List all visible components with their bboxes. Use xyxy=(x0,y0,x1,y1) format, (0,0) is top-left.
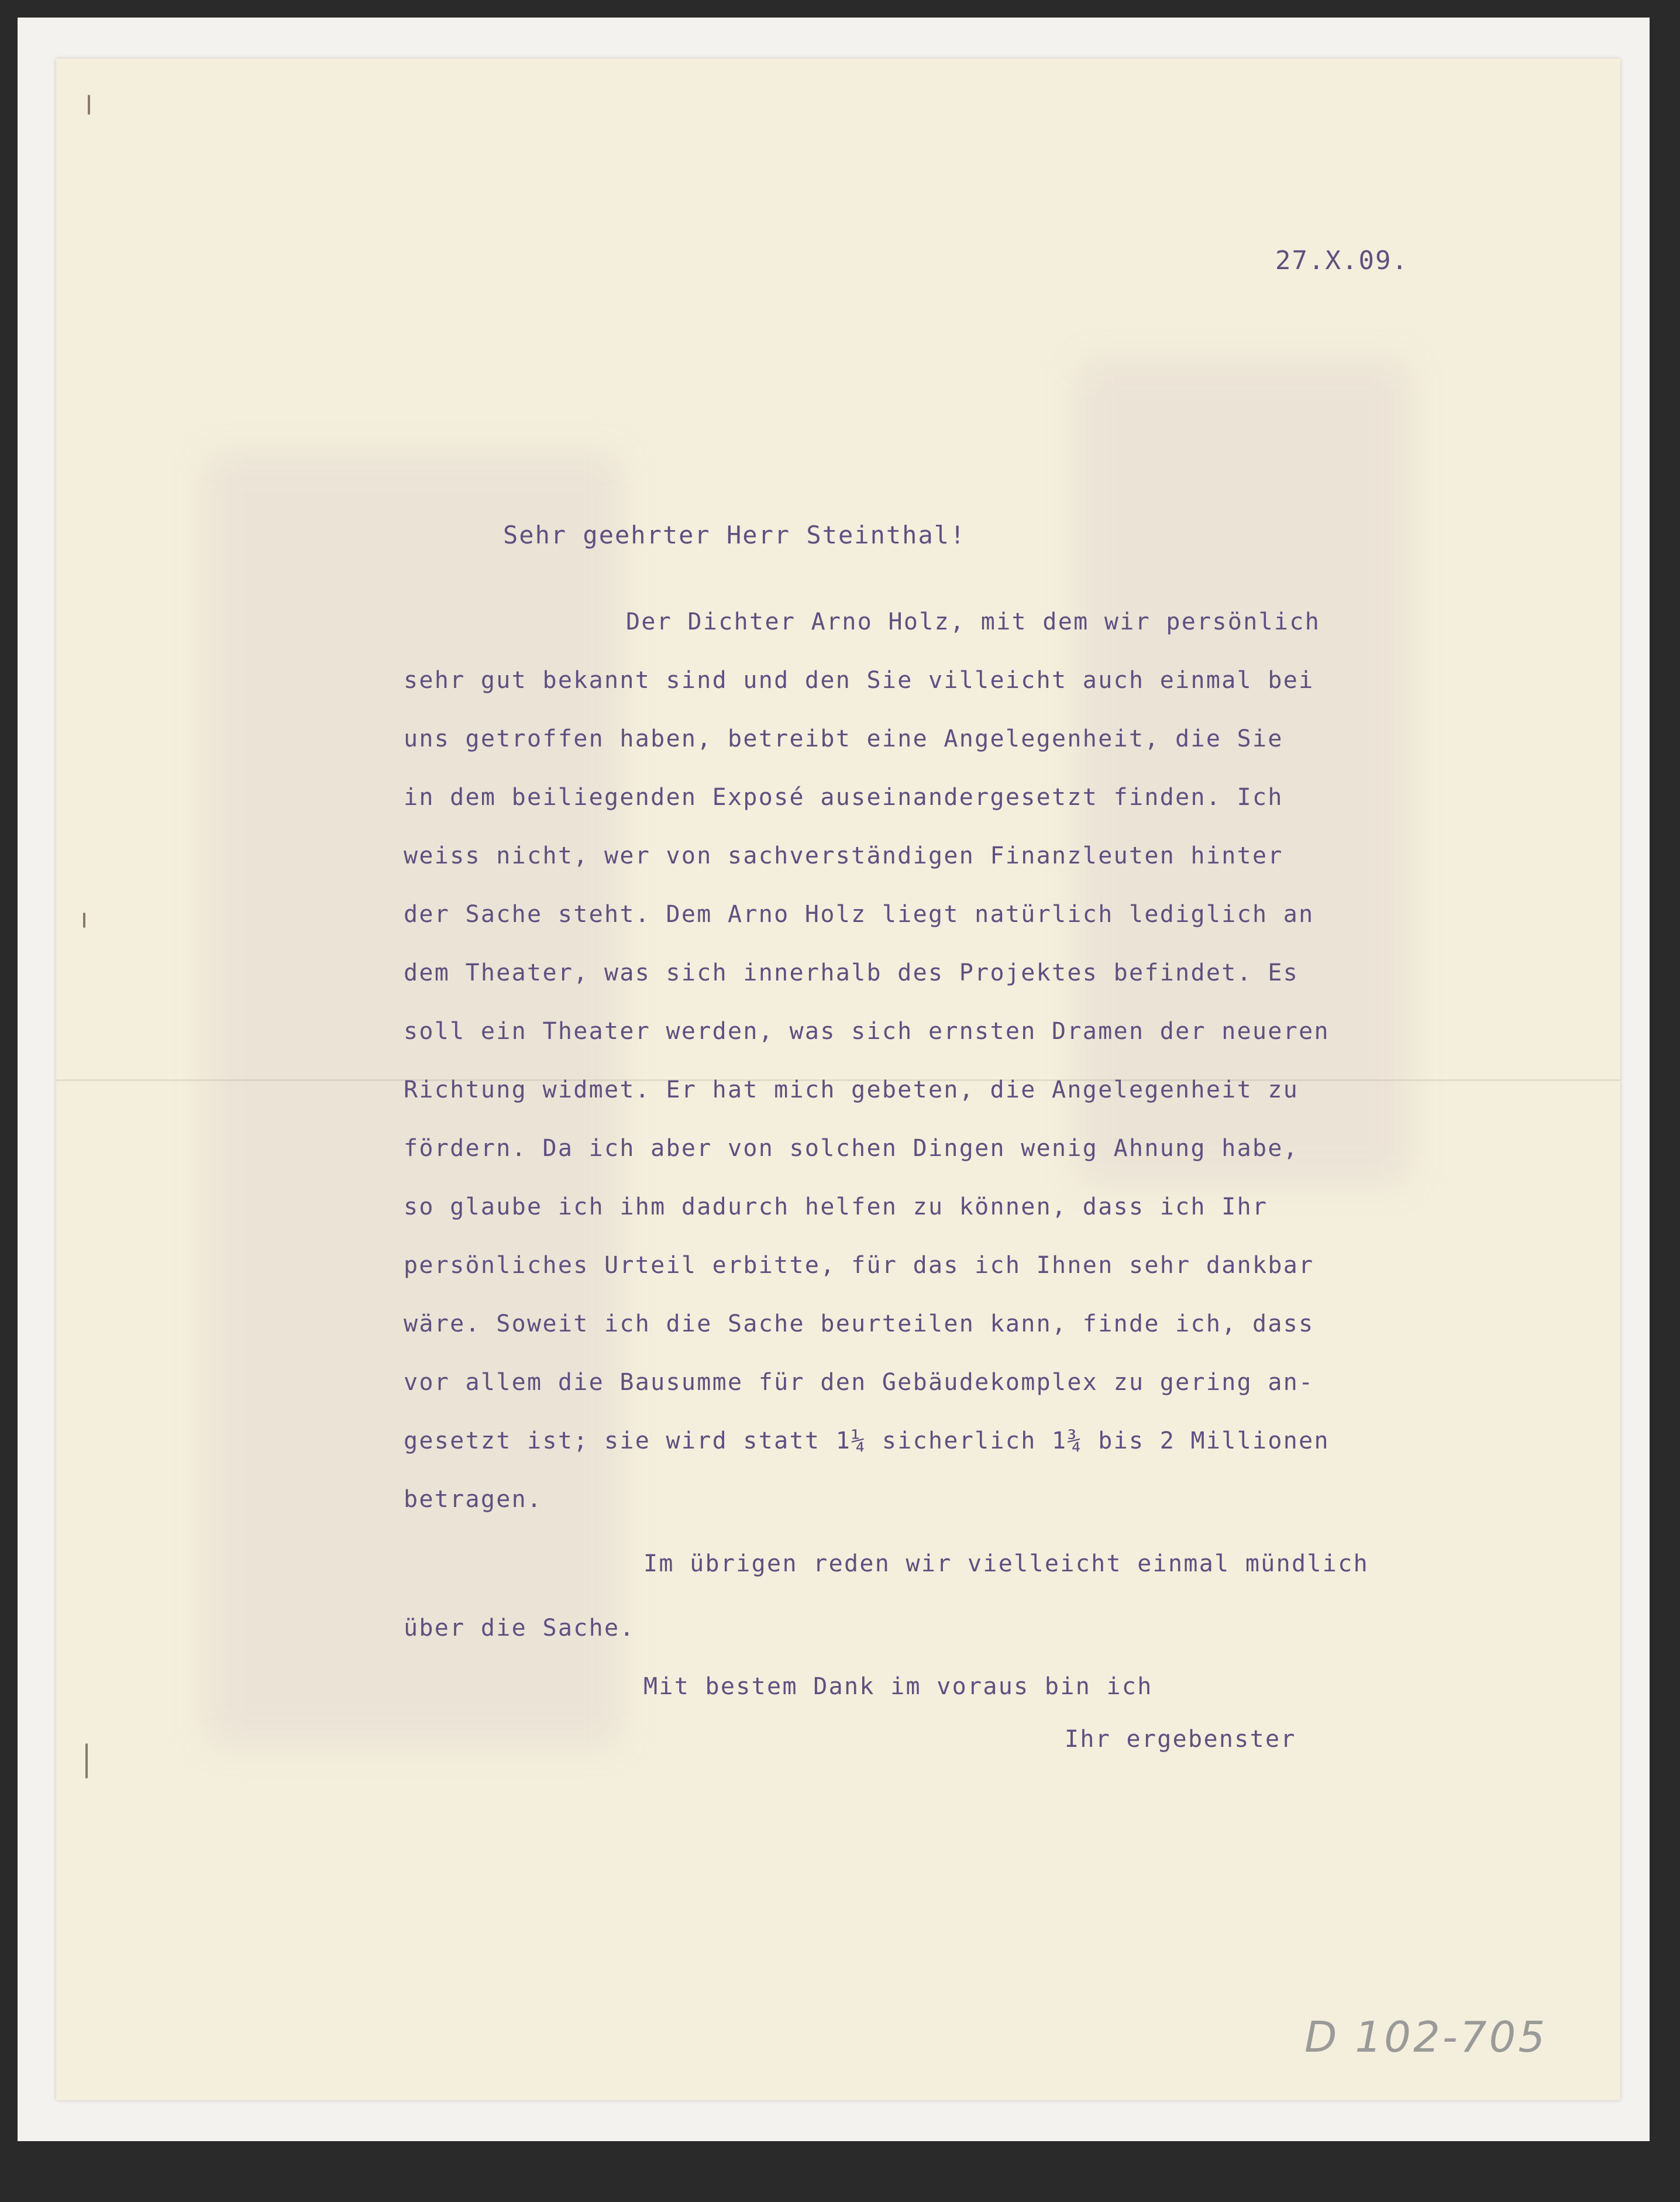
body-line-8: soll ein Theater werden, was sich ernsten Dramen der neueren xyxy=(404,1018,1330,1045)
body-line-7: dem Theater, was sich innerhalb des Projektes befindet. Es xyxy=(404,959,1299,986)
body-line-13: wäre. Soweit ich die Sache beurteilen kann, finde ich, dass xyxy=(404,1310,1314,1337)
body-line-12: persönliches Urteil erbitte, für das ich Ihnen sehr dankbar xyxy=(404,1252,1314,1279)
body-line-17: Im übrigen reden wir vielleicht einmal mündlich xyxy=(643,1550,1369,1577)
body-line-3: uns getroffen haben, betreibt eine Angelegenheit, die Sie xyxy=(404,725,1283,752)
body-line-16: betragen. xyxy=(404,1486,543,1513)
edge-mark-bottom xyxy=(85,1743,88,1778)
body-line-4: in dem beiliegenden Exposé auseinandergesetzt finden. Ich xyxy=(404,784,1283,811)
body-line-14: vor allem die Bausumme für den Gebäudekomplex zu gering an- xyxy=(404,1369,1314,1396)
letter-salutation: Sehr geehrter Herr Steinthal! xyxy=(503,521,966,549)
archive-reference: D 102-705 xyxy=(1304,2012,1548,2062)
ink-bleed-right xyxy=(1080,363,1407,1182)
body-line-5: weiss nicht, wer von sachverständigen Finanzleuten hinter xyxy=(404,842,1283,869)
body-line-18: über die Sache. xyxy=(404,1615,635,1642)
letter-date: 27.X.09. xyxy=(1275,246,1409,276)
body-line-9: Richtung widmet. Er hat mich gebeten, die Angelegenheit zu xyxy=(404,1076,1299,1103)
body-line-11: so glaube ich ihm dadurch helfen zu können, dass ich Ihr xyxy=(404,1193,1268,1220)
body-line-10: fördern. Da ich aber von solchen Dingen wenig Ahnung habe, xyxy=(404,1135,1299,1162)
body-line-6: der Sache steht. Dem Arno Holz liegt natürlich lediglich an xyxy=(404,901,1314,928)
closing-line: Mit bestem Dank im voraus bin ich xyxy=(643,1673,1153,1700)
signature-line: Ihr ergebenster xyxy=(1065,1726,1296,1753)
body-line-15: gesetzt ist; sie wird statt 1¼ sicherlich 1¾ bis 2 Millionen xyxy=(404,1427,1330,1454)
edge-mark-top xyxy=(88,95,90,115)
body-line-1: Der Dichter Arno Holz, mit dem wir persönlich xyxy=(626,608,1321,635)
body-line-2: sehr gut bekannt sind und den Sie villeicht auch einmal bei xyxy=(404,667,1314,694)
edge-mark-middle xyxy=(83,913,85,928)
